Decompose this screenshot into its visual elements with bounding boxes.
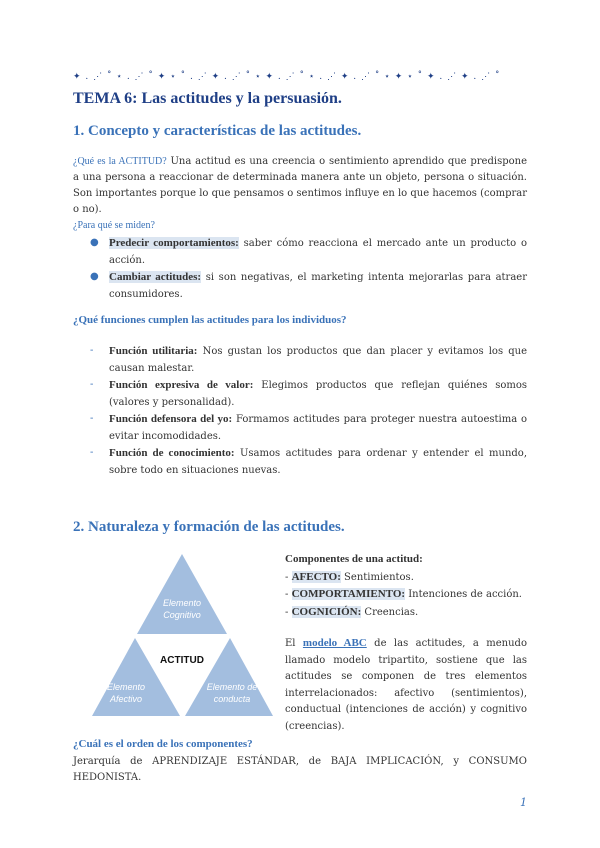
function-label: Función utilitaria:: [109, 345, 198, 357]
list-item: [73, 411, 527, 445]
question-funciones: ¿Qué funciones cumplen las actitudes para los individuos?: [73, 314, 347, 326]
component-text: Sentimientos.: [340, 571, 414, 583]
modelo-abc-link[interactable]: modelo ABC: [302, 637, 367, 649]
question-orden-componentes: ¿Cuál es el orden de los componentes?: [73, 738, 253, 750]
function-text: Elegimos productos que reflejan quiénes somos (valores y personalidad).: [109, 380, 527, 408]
function-text: Usamos actitudes para ordenar y entender el mundo, sobre todo en situaciones nuevas.: [109, 448, 527, 476]
components-title: Componentes de una actitud:: [285, 553, 423, 565]
triangle-top-cognitive: [137, 554, 227, 634]
abc-post: de las actitudes, a menudo llamado modelo tripartito, sostiene que las actitudes se componen de tres elementos interrelacionados: afectivo (sentimientos), conductual (intenciones de acción) y cognitivo (creencias).: [285, 638, 527, 732]
diagram-center-label: ACTITUD: [160, 655, 204, 666]
bullet-text: si son negativas, el marketing intenta mejorarlas para atraer consumidores.: [109, 272, 527, 300]
component-label-afecto: AFECTO:: [291, 570, 341, 583]
question-que-es-actitud: ¿Qué es la ACTITUD?: [73, 156, 167, 167]
component-text: Creencias.: [361, 606, 419, 618]
decorative-stars-border: ✦ . ⋰ ˚ ⋆ . ⋰ ˚ ✦ ⋆ ˚ . ⋰ ✦ . ⋰ ˚ ⋆ ✦ . ⋰ ˚ ⋆ . ⋰ ✦ . ⋰ ˚ ⋆ ✦ ⋆ ˚ ✦ . ⋰ ✦ . ⋰ ˚: [73, 72, 501, 82]
list-item: [73, 377, 527, 411]
component-label-cognicion: COGNICIÓN:: [291, 605, 362, 618]
function-label: Función defensora del yo:: [109, 413, 233, 425]
list-item: [73, 445, 527, 479]
actitud-triangle-diagram: [90, 550, 275, 720]
abc-model-paragraph: [285, 635, 527, 735]
page-number: 1: [520, 796, 527, 809]
question-para-que-se-miden: ¿Para qué se miden?: [73, 220, 155, 231]
component-label-comportamiento: COMPORTAMIENTO:: [291, 588, 406, 600]
function-label: Función expresiva de valor:: [109, 379, 254, 391]
bullet-text: saber cómo reacciona el mercado ante un producto o acción.: [109, 238, 527, 266]
diagram-top-label-1: Elemento: [162, 598, 202, 608]
component-prefix: -: [285, 589, 292, 600]
function-text: Formamos actitudes para proteger nuestra autoestima o evitar incomodidades.: [109, 414, 527, 442]
triangle-right-conduct: [185, 638, 273, 716]
bullet-label: Predecir comportamientos:: [109, 237, 239, 249]
dash-icon: -: [90, 379, 94, 390]
diagram-right-label-2: conducta: [213, 694, 251, 704]
bullet-label: Cambiar actitudes:: [109, 271, 202, 283]
components-block: [285, 551, 527, 621]
function-label: Función de conocimiento:: [109, 447, 235, 459]
list-item: [73, 235, 527, 269]
dash-icon: -: [90, 413, 94, 424]
dash-icon: -: [90, 345, 94, 356]
list-item: [73, 343, 527, 377]
dash-icon: -: [90, 447, 94, 458]
page-title: TEMA 6: Las actitudes y la persuasión.: [73, 90, 342, 107]
diagram-left-label-1: Elemento: [106, 682, 146, 692]
purpose-list: [73, 235, 527, 303]
component-prefix: -: [285, 571, 292, 583]
section-2-heading: 2. Naturaleza y formación de las actitudes.: [73, 519, 345, 535]
component-prefix: -: [285, 606, 292, 618]
orden-componentes-text: Jerarquía de APRENDIZAJE ESTÁNDAR, de BAJA IMPLICACIÓN, y CONSUMO HEDONISTA.: [73, 756, 527, 783]
bullet-icon: ●: [90, 271, 99, 282]
abc-pre: El: [285, 638, 303, 649]
functions-list: [73, 343, 527, 479]
component-text: Intenciones de acción.: [405, 589, 522, 600]
actitud-definition: [73, 154, 527, 234]
diagram-left-label-2: Afectivo: [109, 694, 143, 704]
triangle-left-affective: [92, 638, 180, 716]
function-text: Nos gustan los productos que dan placer y evitamos los que causan malestar.: [109, 346, 527, 374]
actitud-definition-text: Una actitud es una creencia o sentimiento aprendido que predispone a una persona a reaccionar de determinada manera ante un objeto, persona o situación. Son importantes porque lo que pensamos o sentimos influye en lo que hacemos (comprar o no).: [73, 156, 527, 215]
diagram-top-label-2: Cognitivo: [163, 610, 201, 620]
section-1-heading: 1. Concepto y características de las actitudes.: [73, 123, 362, 139]
bullet-icon: ●: [90, 237, 99, 248]
list-item: [73, 269, 527, 303]
diagram-right-label-1: Elemento de: [206, 682, 258, 692]
